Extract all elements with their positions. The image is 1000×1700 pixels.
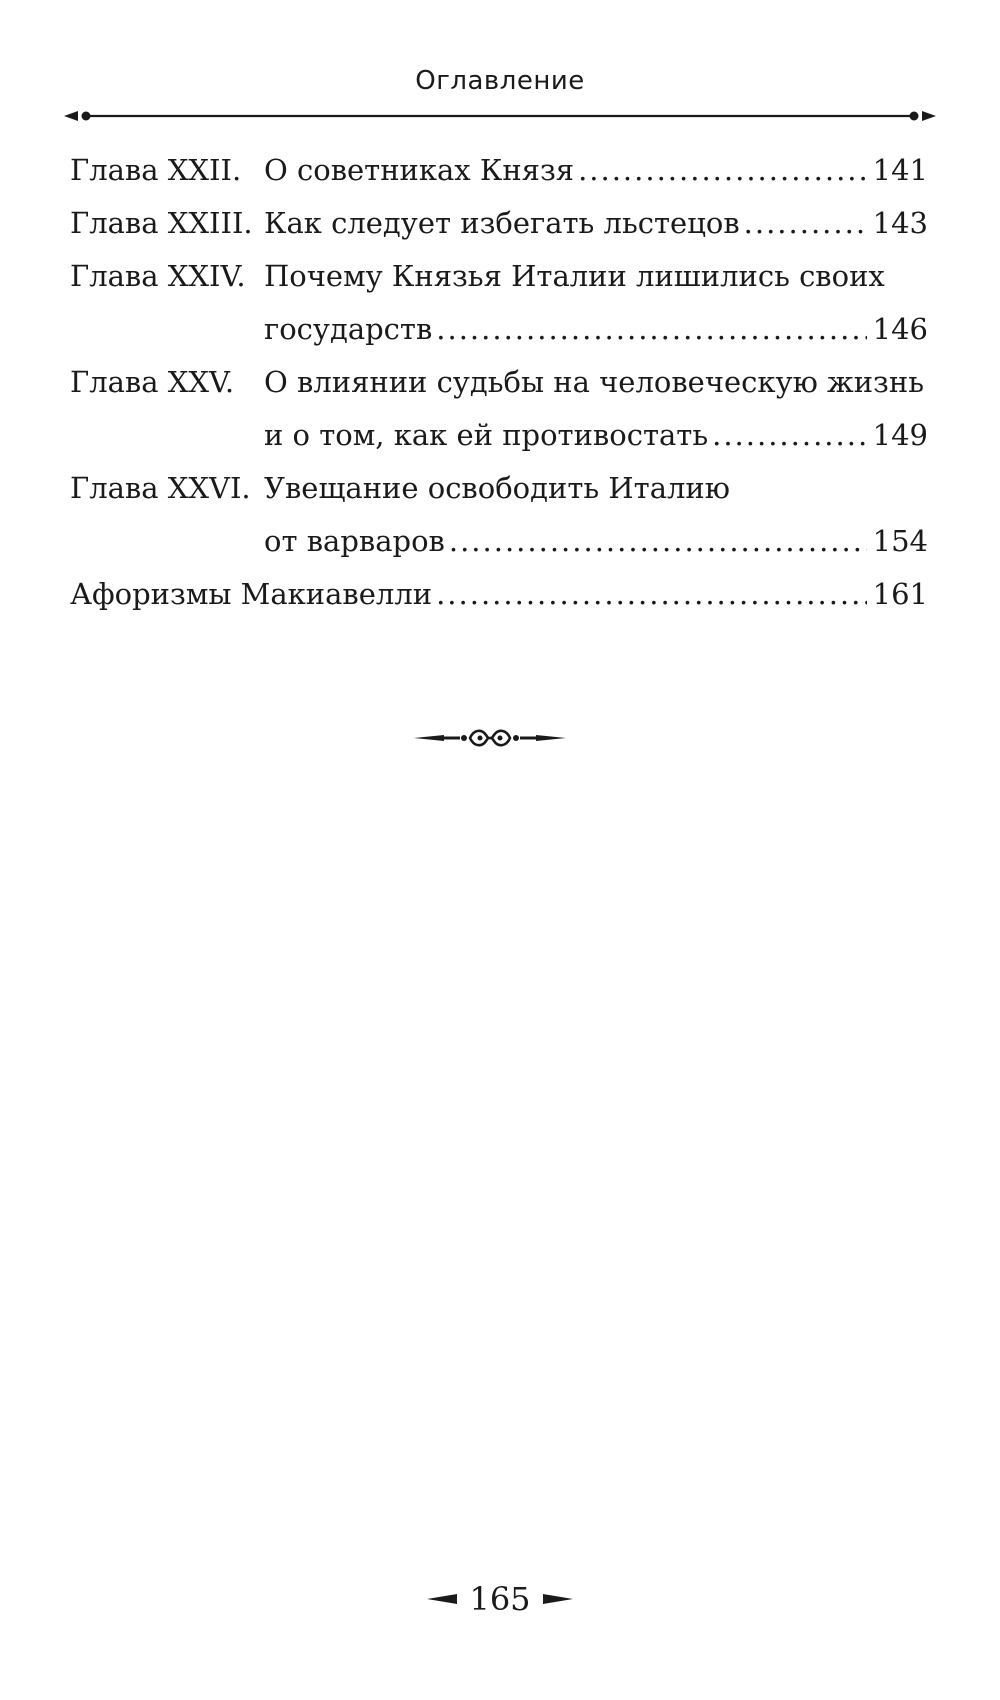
- chapter-number: Глава XXVI.: [70, 471, 251, 505]
- chapter-title-line: О влиянии судьбы на человеческую жизнь: [264, 365, 924, 399]
- page-number: 154: [872, 524, 928, 558]
- chapter-title-continuation: от варваров: [264, 524, 445, 558]
- page-number: 141: [872, 153, 928, 187]
- left-arrow-icon: [427, 1592, 457, 1606]
- toc-entry-chapter-24[interactable]: [70, 250, 928, 356]
- chapter-number: Глава XXII.: [70, 153, 242, 187]
- page-number-folio: 165: [469, 1580, 531, 1618]
- toc-entry-chapter-23[interactable]: [70, 197, 928, 250]
- toc-entry-aphorisms[interactable]: [70, 568, 928, 621]
- right-arrow-icon: [543, 1592, 573, 1606]
- page-footer: [0, 1580, 1000, 1618]
- chapter-title: О советниках Князя: [264, 153, 575, 187]
- dot-leader: [744, 197, 867, 250]
- chapter-title: Как следует избегать льстецов: [264, 206, 740, 240]
- decorative-ornament-icon: [414, 723, 566, 753]
- chapter-number: Глава XXIII.: [70, 206, 253, 240]
- section-title: Афоризмы Макиавелли: [70, 577, 433, 611]
- toc-entry-chapter-22[interactable]: [70, 144, 928, 197]
- header-rule-ornament: [64, 104, 936, 128]
- dot-leader: [712, 409, 867, 462]
- page-number: 146: [872, 312, 928, 346]
- page-number: 161: [872, 577, 928, 611]
- running-head: Оглавление: [415, 66, 585, 96]
- chapter-title-continuation: и о том, как ей противостать: [264, 418, 709, 452]
- dot-leader: [449, 515, 867, 568]
- chapter-title-line: Увещание освободить Италию: [264, 471, 730, 505]
- page-number: 143: [872, 206, 928, 240]
- dot-leader: [436, 303, 866, 356]
- toc-entry-chapter-26[interactable]: [70, 462, 928, 568]
- chapter-number: Глава XXIV.: [70, 259, 246, 293]
- toc-entry-chapter-25[interactable]: [70, 356, 928, 462]
- chapter-title-line: Почему Князья Италии лишились своих: [264, 259, 885, 293]
- dot-leader: [436, 568, 867, 621]
- chapter-title-continuation: государств: [264, 312, 433, 346]
- table-of-contents: [70, 144, 928, 621]
- dot-leader: [578, 144, 867, 197]
- page-number: 149: [872, 418, 928, 452]
- chapter-number: Глава XXV.: [70, 365, 235, 399]
